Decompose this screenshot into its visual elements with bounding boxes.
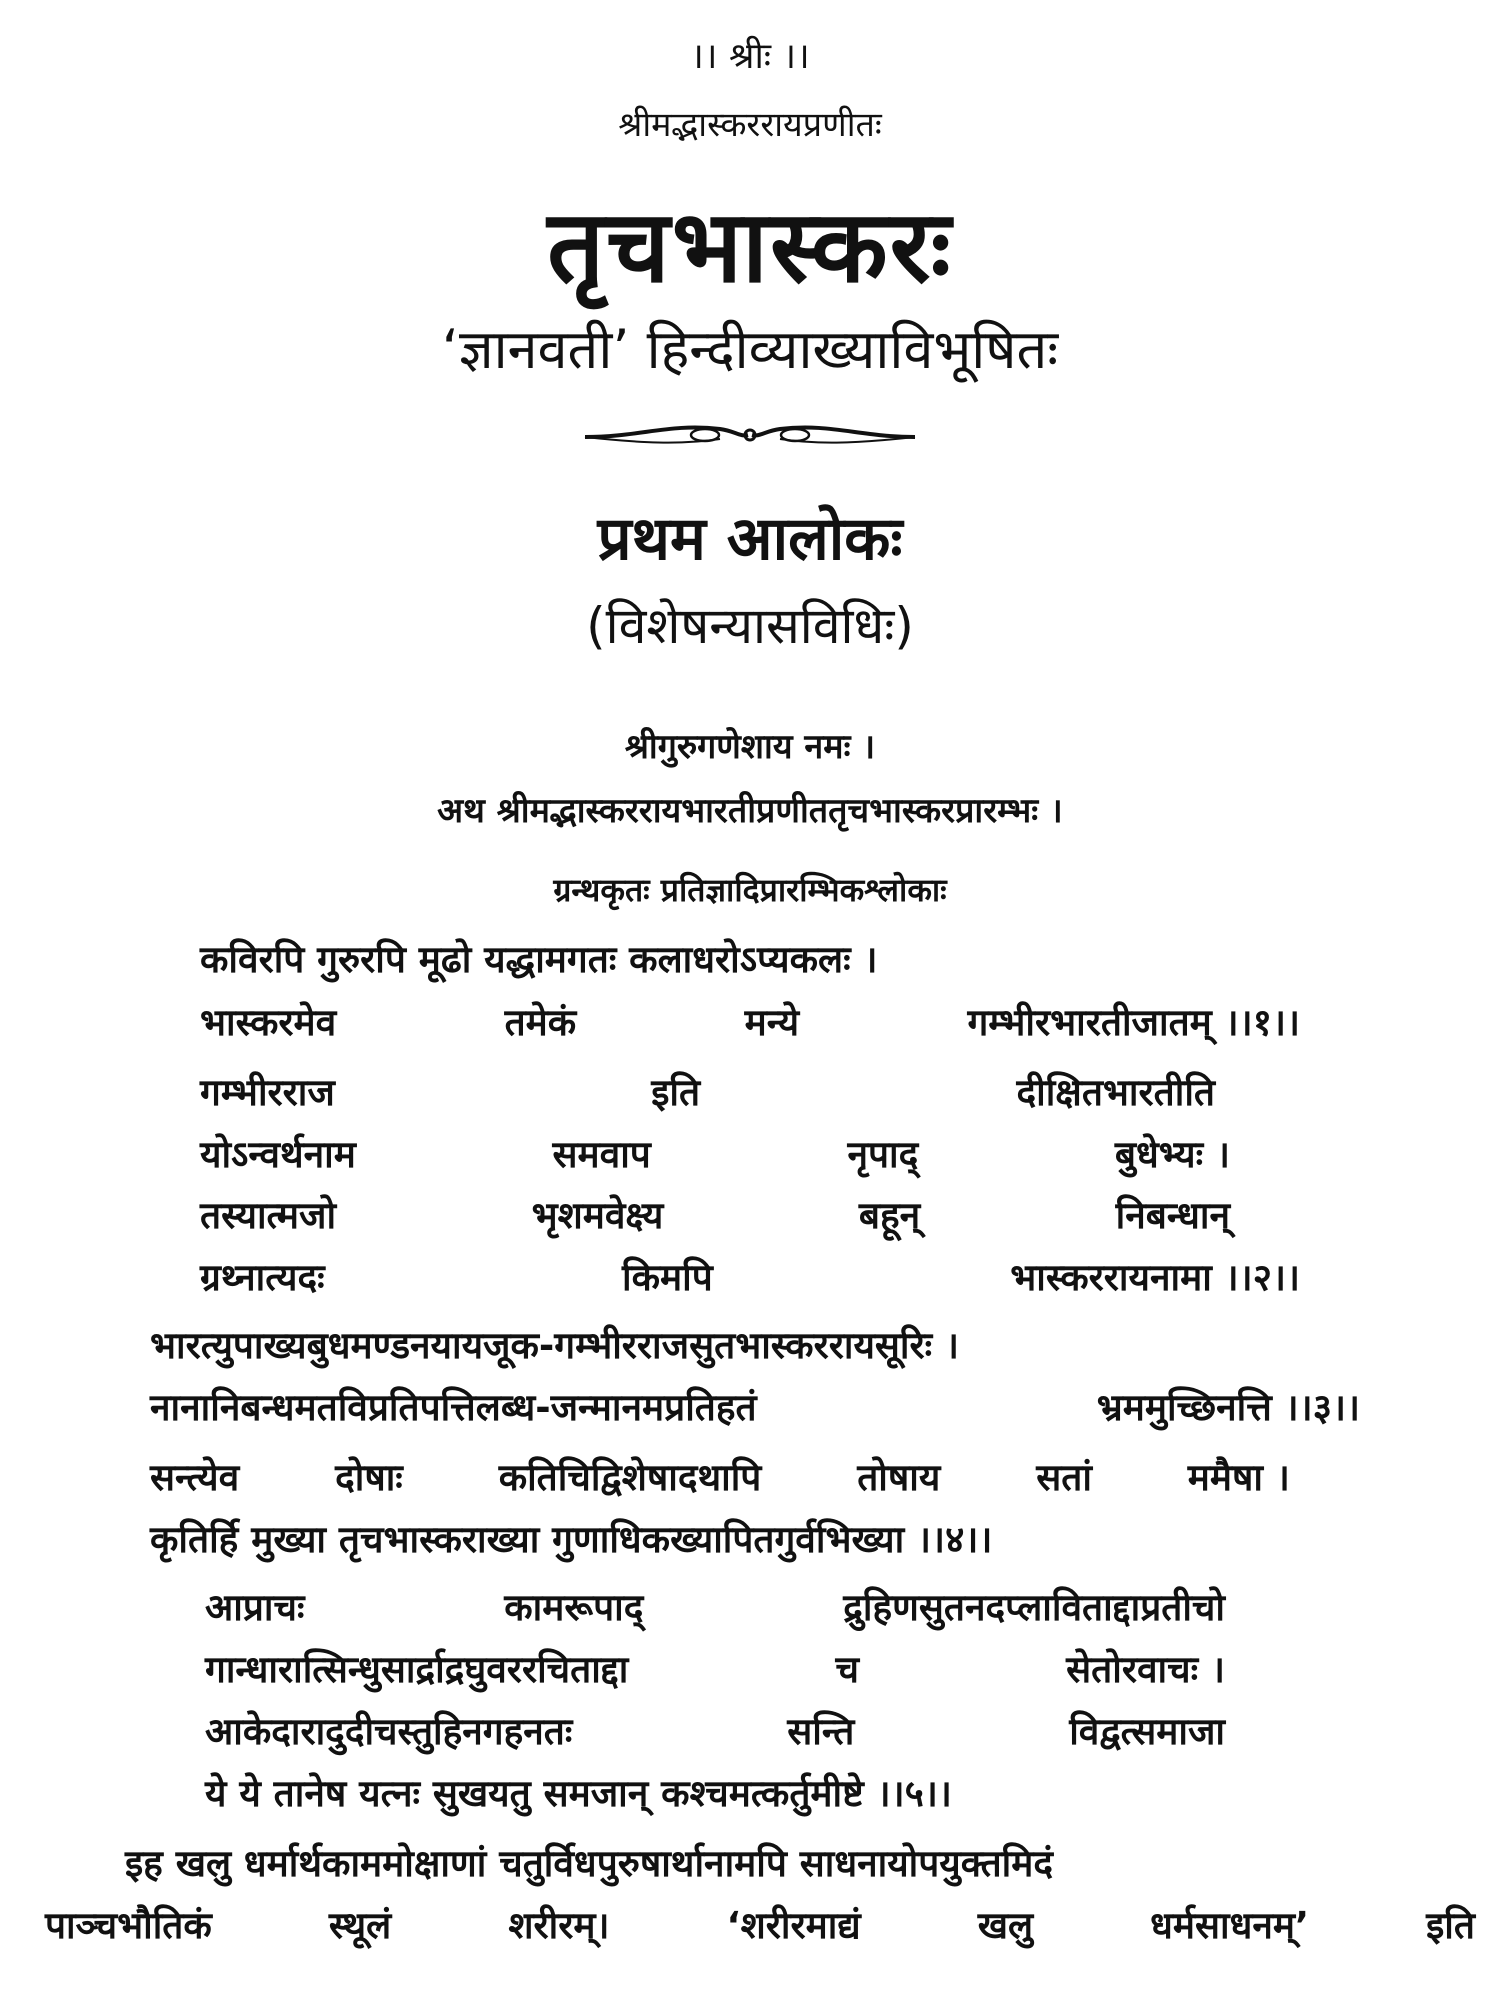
prose-word: ‘शरीरमाद्यं [726,1904,861,1947]
verse-word: भास्कररायनामा ।।२।। [1010,1256,1300,1299]
verse-word: सतां [1036,1456,1092,1499]
verse-word: ममैषा । [1187,1456,1290,1499]
verse-word: तस्यात्मजो [200,1194,337,1237]
verse-line [150,1512,992,1563]
verse-line [150,1380,1360,1431]
colophon-line: ग्रन्थकृतः प्रतिज्ञादिप्रारम्भिकश्लोकाः [553,871,947,909]
verse-word: नानानिबन्धमतविप्रतिपत्तिलब्ध-जन्मानमप्रतिहतं [150,1386,757,1429]
verse-word: कामरूपाद् [504,1586,644,1629]
verse-word: विद्वत्समाजा [1069,1710,1225,1753]
verse-word: आप्राचः [205,1586,305,1629]
verse-word: गान्धारात्सिन्धुसार्द्राद्रघुवररचिताद्दा [205,1648,629,1691]
book-subtitle: ‘ज्ञानवती’ हिन्दीव्याख्याविभूषितः [441,318,1059,381]
chapter-title: प्रथम आलोकः [597,504,903,574]
verse-word: भारत्युपाख्यबुधमण्डनयायजूक-गम्भीरराजसुतभास्कररायसूरिः । [150,1324,960,1367]
verse-word: नृपाद् [847,1133,919,1176]
verse-line [200,1127,1230,1178]
ornament-divider [580,415,920,455]
verse-word: ये ये तानेष यत्नः सुखयतु समजान् कश्चमत्कर्तुमीष्टे ।।५।। [205,1772,952,1815]
verse-word: इति [651,1071,701,1114]
verse-word: बहून् [858,1194,921,1237]
verse-word: बुधेभ्यः । [1114,1133,1230,1176]
verse-line [200,1065,1215,1116]
verse-word: तोषाय [857,1456,941,1499]
prose-word: स्थूलं [328,1904,392,1947]
verse-word: तमेकं [504,1001,577,1044]
chapter-subtitle: (विशेषन्यासविधिः) [586,597,914,655]
verse-word: निबन्धान् [1115,1194,1230,1237]
verse-word: दीक्षितभारतीति [1016,1071,1215,1114]
beginning-line: अथ श्रीमद्भास्कररायभारतीप्रणीततृचभास्करप्रारम्भः । [437,791,1063,831]
author-line: श्रीमद्भास्कररायप्रणीतः [618,105,882,145]
verse-word: कविरपि गुरुरपि मूढो यद्धामगतः कलाधरोऽप्यकलः । [200,938,878,981]
verse-word: सेतोरवाचः । [1066,1648,1225,1691]
verse-word: भृशमवेक्ष्य [531,1194,664,1237]
prose-word: पाञ्चभौतिकं [45,1904,212,1947]
verse-word: दोषाः [335,1456,403,1499]
salutation-line: श्रीगुरुगणेशाय नमः । [624,727,876,767]
verse-word: गम्भीरराज [200,1071,335,1114]
prose-text: इह खलु धर्मार्थकाममोक्षाणां चतुर्विधपुरुषार्थानामपि साधनायोपयुक्तमिदं [125,1842,1054,1885]
verse-line [205,1704,1225,1755]
prose-word: इति [1426,1904,1475,1947]
verse-word: कतिचिद्विशेषादथापि [498,1456,762,1499]
book-title: तृचभास्करः [547,188,953,305]
verse-word: ग्रथ्नात्यदः [200,1256,325,1299]
prose-word: धर्मसाधनम्’ [1150,1904,1310,1947]
verse-word: योऽन्वर्थनाम [200,1133,356,1176]
verse-word: आकेदारादुदीचस्तुहिनगहनतः [205,1710,573,1753]
verse-line [150,1450,1290,1501]
verse-word: सन्त्येव [150,1456,240,1499]
verse-line [205,1642,1225,1693]
prose-word: खलु [977,1904,1034,1947]
verse-word: द्रुहिणसुतनदप्लाविताद्दाप्रतीचो [843,1586,1225,1629]
verse-word: कृतिर्हि मुख्या तृचभास्कराख्या गुणाधिकख्यापितगुर्वभिख्या ।।४।। [150,1518,993,1561]
verse-line [200,1250,1300,1301]
prose-line [125,1836,1053,1887]
verse-word: मन्ये [744,1001,800,1044]
verse-word: भ्रममुच्छिनत्ति ।।३।। [1096,1386,1360,1429]
verse-line [150,1318,959,1369]
verse-word: समवाप [552,1133,651,1176]
invocation-line: ।। श्रीः ।। [690,36,810,77]
verse-word: सन्ति [787,1710,855,1753]
verse-line [200,995,1300,1046]
verse-line [200,932,878,983]
verse-word: किमपि [622,1256,713,1299]
prose-line [45,1898,1475,1949]
verse-line [205,1580,1225,1631]
verse-word: गम्भीरभारतीजातम् ।।१।। [967,1001,1300,1044]
verse-word: च [835,1648,859,1691]
prose-word: शरीरम्। [508,1904,610,1947]
verse-line [205,1766,952,1817]
verse-word: भास्करमेव [200,1001,337,1044]
verse-line [200,1188,1230,1239]
